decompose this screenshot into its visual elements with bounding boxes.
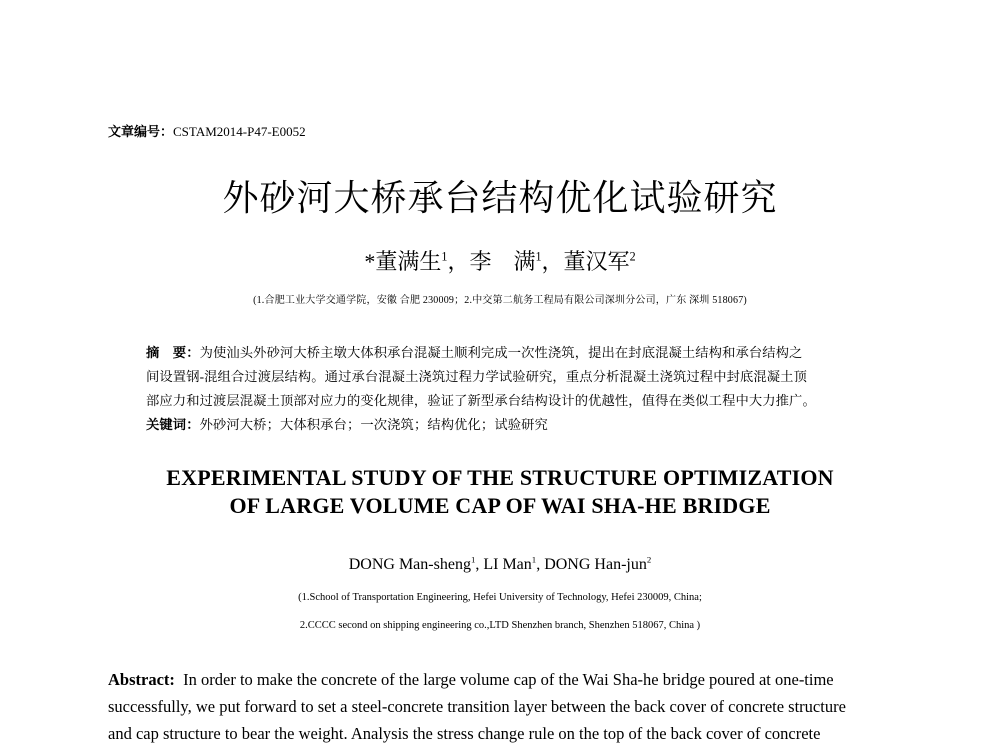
abstract-en-line-1: [108, 670, 834, 690]
author-2-en-sup: 1: [531, 554, 537, 565]
author-3-en-sup: 2: [646, 554, 652, 565]
author-2-en: , LI Man: [475, 556, 532, 573]
keywords-cn-label: 关键词：: [146, 418, 200, 433]
author-1-en: DONG Man-sheng: [348, 556, 471, 573]
author-1-en-sup: 1: [470, 554, 476, 565]
abstract-cn-line-2: 间设置钢-混组合过渡层结构。通过承台混凝土浇筑过程力学试验研究，重点分析混凝土浇筑过程中封底混凝土顶: [146, 369, 807, 384]
authors-chinese: [0, 245, 1000, 276]
title-chinese: 外砂河大桥承台结构优化试验研究: [222, 178, 778, 219]
article-number-label: 文章编号：: [108, 125, 174, 140]
abstract-cn-label: 摘 要：: [146, 346, 200, 361]
author-3-en: , DONG Han-jun: [536, 556, 647, 573]
abstract-en-line-2: successfully, we put forward to set a steel-concrete transition layer between the back cover of concrete structure: [108, 697, 846, 716]
author-2-cn: 李 满: [469, 249, 536, 274]
keywords-cn: [146, 414, 548, 433]
affiliation-english-line-1: (1.School of Transportation Engineering, Hefei University of Technology, Hefei 230009, China;: [298, 592, 702, 603]
abstract-en-line-3: and cap structure to bear the weight. Analysis the stress change rule on the top of the back cover of concrete: [108, 724, 821, 743]
corresponding-mark: *: [364, 249, 376, 274]
keywords-cn-value: 外砂河大桥；大体积承台；一次浇筑；结构优化；试验研究: [199, 417, 548, 432]
affiliation-english-line-2: 2.CCCC second on shipping engineering co.,LTD Shenzhen branch, Shenzhen 518067, China ): [299, 620, 701, 631]
article-number-value: CSTAM2014-P47-E0052: [173, 124, 306, 139]
author-2-cn-sup: 1: [535, 249, 542, 264]
authors-english: [0, 556, 1000, 574]
abstract-en-label: Abstract:: [108, 670, 175, 689]
abstract-en-text-1: In order to make the concrete of the large volume cap of the Wai Sha-he bridge poured at one-time: [183, 670, 834, 689]
author-separator: ，: [541, 249, 564, 274]
author-1-cn: 董满生: [375, 249, 442, 274]
abstract-cn-line-3: 部应力和过渡层混凝土顶部对应力的变化规律，验证了新型承台结构设计的优越性，值得在类似工程中大力推广。: [146, 393, 816, 408]
article-number: [108, 121, 306, 140]
title-english-line-2: OF LARGE VOLUME CAP OF WAI SHA-HE BRIDGE: [229, 493, 771, 518]
author-separator: ，: [447, 249, 470, 274]
author-3-cn: 董汉军: [563, 249, 630, 274]
abstract-cn-line-1: [146, 342, 802, 361]
abstract-cn-text-1: 为使汕头外砂河大桥主墩大体积承台混凝土顺利完成一次性浇筑，提出在封底混凝土结构和承台结构之: [199, 345, 803, 360]
author-1-cn-sup: 1: [441, 249, 448, 264]
title-english-line-1: EXPERIMENTAL STUDY OF THE STRUCTURE OPTIMIZATION: [166, 465, 834, 490]
author-3-cn-sup: 2: [629, 249, 636, 264]
affiliations-chinese: (1.合肥工业大学交通学院，安徽 合肥 230009；2.中交第二航务工程局有限公司深圳分公司，广东 深圳 518067): [253, 295, 747, 306]
